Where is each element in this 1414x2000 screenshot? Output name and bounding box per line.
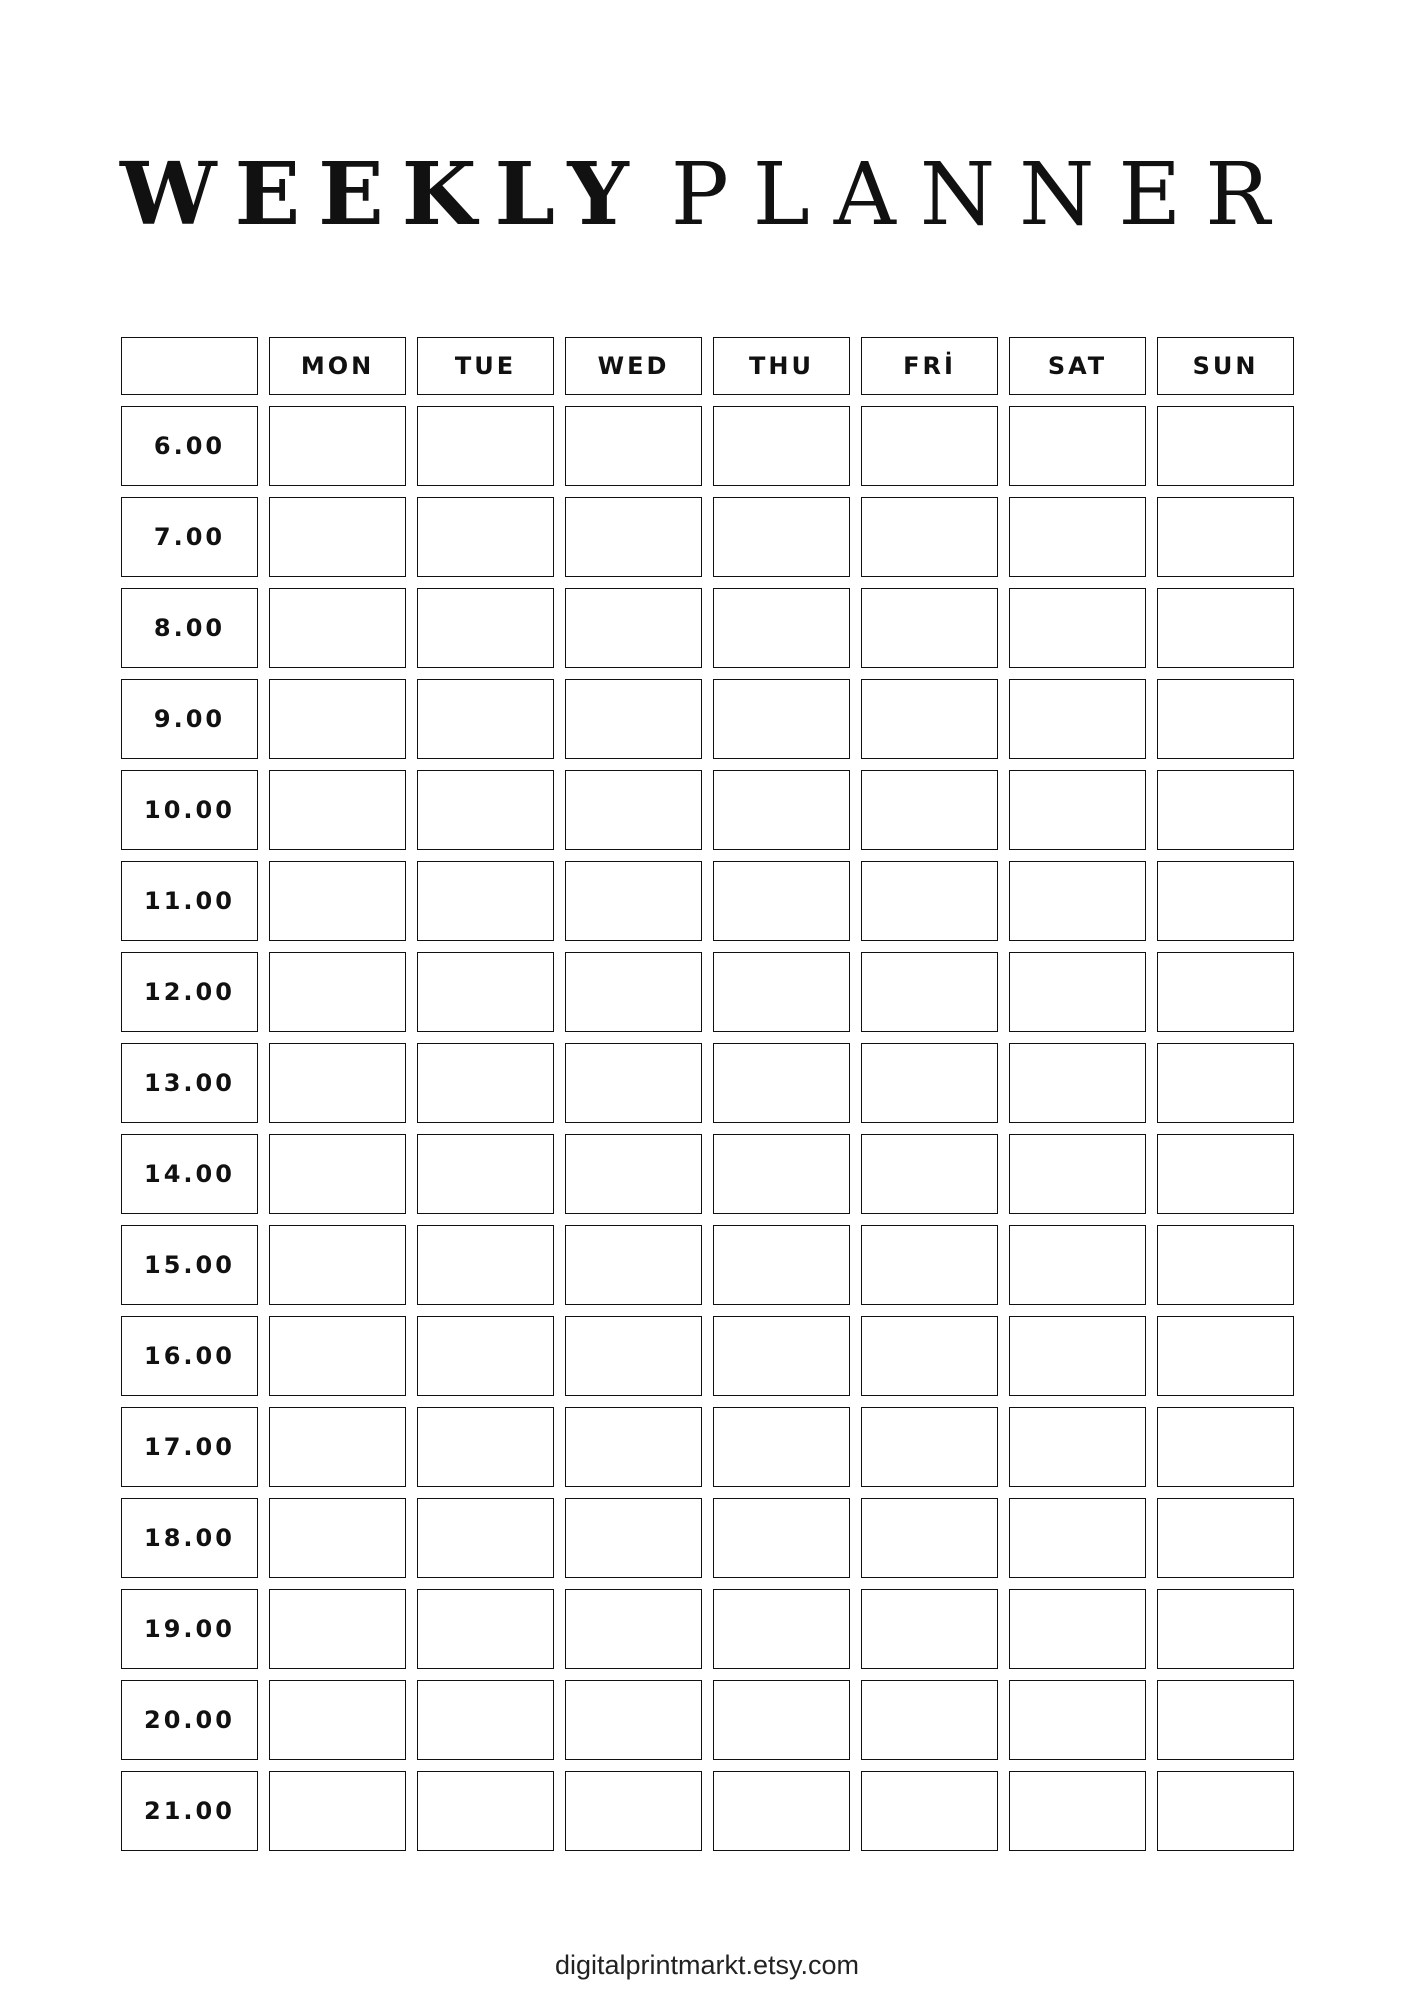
schedule-slot-sun-13[interactable] — [1157, 1589, 1294, 1669]
schedule-slot-thu-13[interactable] — [713, 1589, 850, 1669]
time-label-12: 12.00 — [121, 952, 258, 1032]
schedule-slot-sun-10[interactable] — [1157, 1316, 1294, 1396]
schedule-slot-tue-6[interactable] — [417, 952, 554, 1032]
schedule-slot-sat-11[interactable] — [1009, 1407, 1146, 1487]
schedule-slot-mon-8[interactable] — [269, 1134, 406, 1214]
schedule-slot-sat-6[interactable] — [1009, 952, 1146, 1032]
schedule-slot-mon-11[interactable] — [269, 1407, 406, 1487]
schedule-slot-fri-15[interactable] — [861, 1771, 998, 1851]
footer-website: digitalprintmarkt.etsy.com — [554, 1950, 860, 1980]
planner-grid — [121, 337, 1294, 1862]
schedule-slot-wed-4[interactable] — [565, 770, 702, 850]
day-header-wed: WED — [565, 337, 702, 395]
title-planner: PLANNER — [670, 145, 1294, 245]
day-column-fri — [861, 337, 998, 1862]
schedule-slot-fri-2[interactable] — [861, 588, 998, 668]
day-header-mon: MON — [269, 337, 406, 395]
schedule-slot-sun-3[interactable] — [1157, 679, 1294, 759]
time-label-15: 15.00 — [121, 1225, 258, 1305]
schedule-slot-thu-6[interactable] — [713, 952, 850, 1032]
schedule-slot-thu-3[interactable] — [713, 679, 850, 759]
schedule-slot-wed-2[interactable] — [565, 588, 702, 668]
time-label-19: 19.00 — [121, 1589, 258, 1669]
schedule-slot-sun-15[interactable] — [1157, 1771, 1294, 1851]
time-label-17: 17.00 — [121, 1407, 258, 1487]
time-label-18: 18.00 — [121, 1498, 258, 1578]
schedule-slot-tue-4[interactable] — [417, 770, 554, 850]
schedule-slot-sat-9[interactable] — [1009, 1225, 1146, 1305]
schedule-slot-sat-5[interactable] — [1009, 861, 1146, 941]
time-label-9: 9.00 — [121, 679, 258, 759]
schedule-slot-sun-8[interactable] — [1157, 1134, 1294, 1214]
schedule-slot-wed-9[interactable] — [565, 1225, 702, 1305]
schedule-slot-mon-0[interactable] — [269, 406, 406, 486]
schedule-slot-sat-4[interactable] — [1009, 770, 1146, 850]
day-column-thu — [713, 337, 850, 1862]
schedule-slot-tue-15[interactable] — [417, 1771, 554, 1851]
schedule-slot-wed-13[interactable] — [565, 1589, 702, 1669]
time-label-8: 8.00 — [121, 588, 258, 668]
time-label-6: 6.00 — [121, 406, 258, 486]
schedule-slot-tue-5[interactable] — [417, 861, 554, 941]
schedule-slot-sun-1[interactable] — [1157, 497, 1294, 577]
schedule-slot-thu-10[interactable] — [713, 1316, 850, 1396]
schedule-slot-thu-0[interactable] — [713, 406, 850, 486]
schedule-slot-thu-14[interactable] — [713, 1680, 850, 1760]
time-label-10: 10.00 — [121, 770, 258, 850]
schedule-slot-mon-4[interactable] — [269, 770, 406, 850]
schedule-slot-wed-7[interactable] — [565, 1043, 702, 1123]
schedule-slot-mon-1[interactable] — [269, 497, 406, 577]
schedule-slot-mon-7[interactable] — [269, 1043, 406, 1123]
schedule-slot-sun-14[interactable] — [1157, 1680, 1294, 1760]
schedule-slot-fri-1[interactable] — [861, 497, 998, 577]
schedule-slot-tue-2[interactable] — [417, 588, 554, 668]
schedule-slot-sat-8[interactable] — [1009, 1134, 1146, 1214]
schedule-slot-sat-15[interactable] — [1009, 1771, 1146, 1851]
schedule-slot-wed-12[interactable] — [565, 1498, 702, 1578]
schedule-slot-tue-14[interactable] — [417, 1680, 554, 1760]
schedule-slot-fri-10[interactable] — [861, 1316, 998, 1396]
schedule-slot-sun-9[interactable] — [1157, 1225, 1294, 1305]
schedule-slot-thu-15[interactable] — [713, 1771, 850, 1851]
schedule-slot-tue-1[interactable] — [417, 497, 554, 577]
schedule-slot-sat-12[interactable] — [1009, 1498, 1146, 1578]
schedule-slot-mon-12[interactable] — [269, 1498, 406, 1578]
schedule-slot-wed-11[interactable] — [565, 1407, 702, 1487]
schedule-slot-mon-14[interactable] — [269, 1680, 406, 1760]
time-column — [121, 337, 258, 1862]
corner-header-cell — [121, 337, 258, 395]
schedule-slot-sat-2[interactable] — [1009, 588, 1146, 668]
schedule-slot-wed-6[interactable] — [565, 952, 702, 1032]
title-weekly: WEEKLY — [120, 144, 647, 245]
schedule-slot-fri-11[interactable] — [861, 1407, 998, 1487]
schedule-slot-mon-6[interactable] — [269, 952, 406, 1032]
schedule-slot-thu-1[interactable] — [713, 497, 850, 577]
schedule-slot-thu-4[interactable] — [713, 770, 850, 850]
schedule-slot-tue-7[interactable] — [417, 1043, 554, 1123]
schedule-slot-sat-14[interactable] — [1009, 1680, 1146, 1760]
schedule-slot-fri-8[interactable] — [861, 1134, 998, 1214]
schedule-slot-fri-6[interactable] — [861, 952, 998, 1032]
schedule-slot-mon-5[interactable] — [269, 861, 406, 941]
page-title — [0, 140, 1414, 250]
schedule-slot-thu-2[interactable] — [713, 588, 850, 668]
schedule-slot-thu-11[interactable] — [713, 1407, 850, 1487]
schedule-slot-wed-8[interactable] — [565, 1134, 702, 1214]
schedule-slot-mon-10[interactable] — [269, 1316, 406, 1396]
time-label-11: 11.00 — [121, 861, 258, 941]
time-label-21: 21.00 — [121, 1771, 258, 1851]
schedule-slot-sat-7[interactable] — [1009, 1043, 1146, 1123]
day-column-sun — [1157, 337, 1294, 1862]
schedule-slot-fri-7[interactable] — [861, 1043, 998, 1123]
schedule-slot-thu-5[interactable] — [713, 861, 850, 941]
schedule-slot-sun-12[interactable] — [1157, 1498, 1294, 1578]
schedule-slot-wed-10[interactable] — [565, 1316, 702, 1396]
schedule-slot-wed-14[interactable] — [565, 1680, 702, 1760]
schedule-slot-tue-12[interactable] — [417, 1498, 554, 1578]
schedule-slot-mon-15[interactable] — [269, 1771, 406, 1851]
day-header-sun: SUN — [1157, 337, 1294, 395]
schedule-slot-fri-0[interactable] — [861, 406, 998, 486]
schedule-slot-sat-0[interactable] — [1009, 406, 1146, 486]
day-column-sat — [1009, 337, 1146, 1862]
schedule-slot-tue-10[interactable] — [417, 1316, 554, 1396]
schedule-slot-thu-9[interactable] — [713, 1225, 850, 1305]
time-label-20: 20.00 — [121, 1680, 258, 1760]
time-label-16: 16.00 — [121, 1316, 258, 1396]
day-column-wed — [565, 337, 702, 1862]
schedule-slot-sun-0[interactable] — [1157, 406, 1294, 486]
schedule-slot-wed-15[interactable] — [565, 1771, 702, 1851]
schedule-slot-sun-7[interactable] — [1157, 1043, 1294, 1123]
schedule-slot-wed-3[interactable] — [565, 679, 702, 759]
day-column-tue — [417, 337, 554, 1862]
schedule-slot-fri-13[interactable] — [861, 1589, 998, 1669]
day-header-sat: SAT — [1009, 337, 1146, 395]
schedule-slot-thu-7[interactable] — [713, 1043, 850, 1123]
schedule-slot-wed-5[interactable] — [565, 861, 702, 941]
schedule-slot-thu-12[interactable] — [713, 1498, 850, 1578]
schedule-slot-sun-4[interactable] — [1157, 770, 1294, 850]
schedule-slot-tue-0[interactable] — [417, 406, 554, 486]
time-label-14: 14.00 — [121, 1134, 258, 1214]
schedule-slot-tue-11[interactable] — [417, 1407, 554, 1487]
day-header-fri: FRİ — [861, 337, 998, 395]
schedule-slot-thu-8[interactable] — [713, 1134, 850, 1214]
schedule-slot-sat-10[interactable] — [1009, 1316, 1146, 1396]
schedule-slot-wed-0[interactable] — [565, 406, 702, 486]
schedule-slot-tue-13[interactable] — [417, 1589, 554, 1669]
schedule-slot-sun-11[interactable] — [1157, 1407, 1294, 1487]
schedule-slot-sat-13[interactable] — [1009, 1589, 1146, 1669]
schedule-slot-fri-14[interactable] — [861, 1680, 998, 1760]
schedule-slot-sun-2[interactable] — [1157, 588, 1294, 668]
schedule-slot-wed-1[interactable] — [565, 497, 702, 577]
time-label-7: 7.00 — [121, 497, 258, 577]
day-header-tue: TUE — [417, 337, 554, 395]
schedule-slot-mon-13[interactable] — [269, 1589, 406, 1669]
schedule-slot-sat-3[interactable] — [1009, 679, 1146, 759]
schedule-slot-fri-5[interactable] — [861, 861, 998, 941]
schedule-slot-mon-2[interactable] — [269, 588, 406, 668]
schedule-slot-tue-8[interactable] — [417, 1134, 554, 1214]
schedule-slot-fri-9[interactable] — [861, 1225, 998, 1305]
schedule-slot-fri-12[interactable] — [861, 1498, 998, 1578]
schedule-slot-tue-9[interactable] — [417, 1225, 554, 1305]
schedule-slot-mon-9[interactable] — [269, 1225, 406, 1305]
schedule-slot-mon-3[interactable] — [269, 679, 406, 759]
schedule-slot-tue-3[interactable] — [417, 679, 554, 759]
schedule-slot-sun-5[interactable] — [1157, 861, 1294, 941]
schedule-slot-sun-6[interactable] — [1157, 952, 1294, 1032]
schedule-slot-fri-4[interactable] — [861, 770, 998, 850]
time-label-13: 13.00 — [121, 1043, 258, 1123]
schedule-slot-sat-1[interactable] — [1009, 497, 1146, 577]
day-column-mon — [269, 337, 406, 1862]
schedule-slot-fri-3[interactable] — [861, 679, 998, 759]
day-header-thu: THU — [713, 337, 850, 395]
